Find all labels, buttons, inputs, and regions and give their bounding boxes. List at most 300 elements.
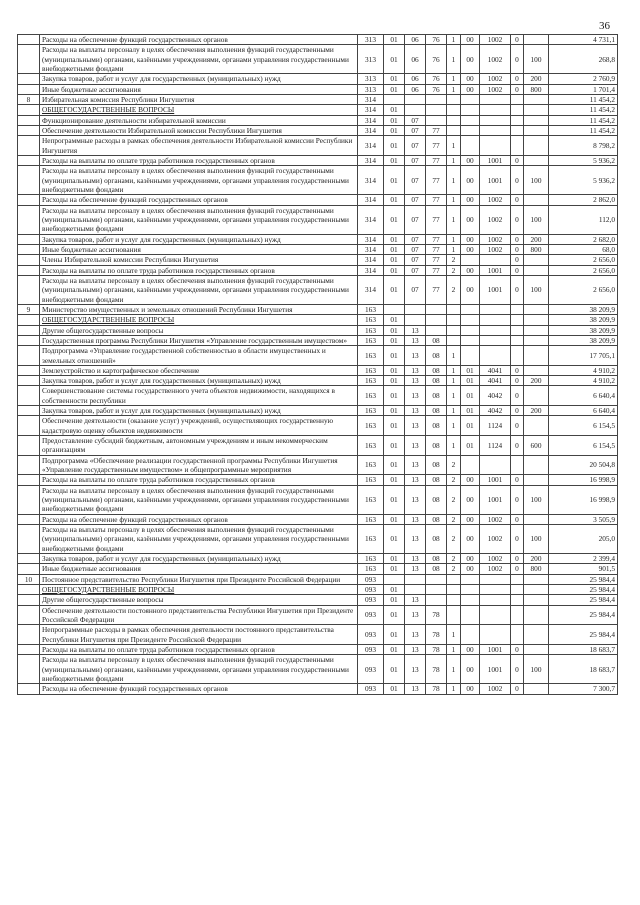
table-row [18, 265, 618, 275]
code-program: 77 [426, 136, 447, 156]
code-grbs: 163 [358, 436, 384, 456]
table-row [18, 105, 618, 115]
table-row [18, 346, 618, 366]
code-section: 01 [384, 84, 405, 94]
code-event [461, 625, 480, 645]
code-extra: 0 [511, 255, 524, 265]
code-subsection: 07 [405, 255, 426, 265]
code-section: 01 [384, 115, 405, 125]
table-row [18, 585, 618, 595]
code-section: 01 [384, 514, 405, 524]
code-expense-type [524, 605, 549, 625]
code-direction [480, 255, 511, 265]
code-program [426, 304, 447, 314]
code-event: 00 [461, 554, 480, 564]
row-amount: 6 640,4 [549, 406, 618, 416]
code-subprogram: 1 [447, 386, 461, 406]
code-subprogram: 1 [447, 625, 461, 645]
code-subprogram: 1 [447, 244, 461, 254]
code-event: 00 [461, 525, 480, 554]
code-grbs: 163 [358, 564, 384, 574]
code-subprogram: 1 [447, 45, 461, 74]
row-name: Совершенствование системы государственного учета объектов недвижимости, находящихся в собственности республики [40, 386, 358, 406]
code-event [461, 574, 480, 584]
code-subprogram: 1 [447, 684, 461, 694]
code-subsection: 07 [405, 195, 426, 205]
code-program [426, 315, 447, 325]
row-name: Непрограммные расходы в рамках обеспечения деятельности постоянного представительства Республики Ингушетия при Президенте Российской Федерации [40, 625, 358, 645]
row-amount: 25 984,4 [549, 625, 618, 645]
code-direction [480, 304, 511, 314]
code-extra: 0 [511, 155, 524, 165]
row-amount: 3 505,9 [549, 514, 618, 524]
code-subsection: 07 [405, 244, 426, 254]
code-extra: 0 [511, 365, 524, 375]
code-program: 78 [426, 684, 447, 694]
row-number [18, 475, 40, 485]
table-row [18, 436, 618, 456]
row-number: 10 [18, 574, 40, 584]
code-expense-type [524, 416, 549, 436]
row-amount: 20 504,8 [549, 455, 618, 475]
code-expense-type [524, 335, 549, 345]
code-event: 00 [461, 684, 480, 694]
row-name: Обеспечение деятельности Избирательной комиссии Республики Ингушетия [40, 125, 358, 135]
code-direction: 1124 [480, 416, 511, 436]
code-direction: 1001 [480, 655, 511, 684]
code-section: 01 [384, 564, 405, 574]
table-row [18, 136, 618, 156]
code-subsection: 13 [405, 406, 426, 416]
code-direction: 1002 [480, 244, 511, 254]
code-section: 01 [384, 585, 405, 595]
row-name: Непрограммные расходы в рамках обеспечения деятельности Избирательной комиссии Республики Ингушетия [40, 136, 358, 156]
code-subprogram: 1 [447, 416, 461, 436]
code-grbs: 093 [358, 645, 384, 655]
code-extra: 0 [511, 554, 524, 564]
code-extra: 0 [511, 195, 524, 205]
table-row [18, 475, 618, 485]
code-expense-type: 200 [524, 376, 549, 386]
code-section: 01 [384, 365, 405, 375]
code-section: 01 [384, 74, 405, 84]
table-row [18, 84, 618, 94]
code-program: 77 [426, 234, 447, 244]
code-program: 08 [426, 455, 447, 475]
code-expense-type [524, 136, 549, 156]
row-number [18, 514, 40, 524]
code-extra: 0 [511, 265, 524, 275]
code-section: 01 [384, 436, 405, 456]
row-number [18, 255, 40, 265]
row-amount: 25 984,4 [549, 585, 618, 595]
code-program: 08 [426, 335, 447, 345]
code-program: 08 [426, 436, 447, 456]
code-expense-type [524, 386, 549, 406]
code-event [461, 315, 480, 325]
row-name: Расходы на выплаты персоналу в целях обеспечения выполнения функций государственными (муниципальными) органами, казёнными учреждениями, органами управления государственными внебюджетными фондами [40, 485, 358, 514]
code-direction [480, 315, 511, 325]
code-grbs: 093 [358, 655, 384, 684]
code-direction [480, 595, 511, 605]
code-event [461, 346, 480, 366]
row-number: 8 [18, 94, 40, 104]
row-number [18, 115, 40, 125]
row-amount: 11 454,2 [549, 125, 618, 135]
row-amount: 17 705,1 [549, 346, 618, 366]
code-subprogram: 1 [447, 35, 461, 45]
row-number [18, 655, 40, 684]
code-expense-type: 800 [524, 564, 549, 574]
code-subsection [405, 574, 426, 584]
row-name: Другие общегосударственные вопросы [40, 595, 358, 605]
row-amount: 5 936,2 [549, 155, 618, 165]
row-amount: 2 656,0 [549, 265, 618, 275]
code-grbs: 314 [358, 205, 384, 234]
row-name: Расходы на обеспечение функций государственных органов [40, 684, 358, 694]
table-row [18, 155, 618, 165]
row-amount: 5 936,2 [549, 166, 618, 195]
code-direction: 4041 [480, 376, 511, 386]
table-row [18, 315, 618, 325]
code-program [426, 585, 447, 595]
row-number [18, 74, 40, 84]
code-subprogram: 2 [447, 255, 461, 265]
row-amount: 38 209,9 [549, 315, 618, 325]
code-subsection [405, 315, 426, 325]
code-program: 08 [426, 475, 447, 485]
code-extra: 0 [511, 74, 524, 84]
code-direction: 1002 [480, 525, 511, 554]
code-section: 01 [384, 605, 405, 625]
code-extra: 0 [511, 205, 524, 234]
code-expense-type: 100 [524, 275, 549, 304]
code-direction [480, 346, 511, 366]
row-number [18, 585, 40, 595]
row-name: Расходы на обеспечение функций государственных органов [40, 35, 358, 45]
row-amount: 38 209,9 [549, 304, 618, 314]
row-name: Расходы на обеспечение функций государственных органов [40, 195, 358, 205]
code-grbs: 314 [358, 166, 384, 195]
row-amount: 16 998,9 [549, 475, 618, 485]
row-name: Подпрограмма «Обеспечение реализации государственной программы Республики Ингушетия «Управление государственным имуществом» и общепрограммные мероприятия [40, 455, 358, 475]
code-program: 77 [426, 265, 447, 275]
row-amount: 2 862,0 [549, 195, 618, 205]
row-name: Закупка товаров, работ и услуг для государственных (муниципальных) нужд [40, 376, 358, 386]
code-subprogram [447, 595, 461, 605]
code-event: 01 [461, 365, 480, 375]
table-row [18, 645, 618, 655]
table-row [18, 684, 618, 694]
table-row [18, 625, 618, 645]
row-amount: 268,8 [549, 45, 618, 74]
code-section [384, 304, 405, 314]
code-grbs: 314 [358, 195, 384, 205]
row-name: Расходы на выплаты персоналу в целях обеспечения выполнения функций государственными (муниципальными) органами, казёнными учреждениями, органами управления государственными внебюджетными фондами [40, 45, 358, 74]
code-program [426, 574, 447, 584]
code-section: 01 [384, 255, 405, 265]
code-direction: 1001 [480, 275, 511, 304]
code-section: 01 [384, 346, 405, 366]
code-expense-type [524, 574, 549, 584]
code-section: 01 [384, 166, 405, 195]
code-direction: 1002 [480, 564, 511, 574]
code-extra: 0 [511, 45, 524, 74]
code-grbs: 314 [358, 105, 384, 115]
code-expense-type [524, 315, 549, 325]
code-expense-type [524, 35, 549, 45]
row-number [18, 155, 40, 165]
row-number [18, 136, 40, 156]
code-direction [480, 574, 511, 584]
code-extra [511, 315, 524, 325]
code-direction [480, 625, 511, 645]
row-name: Закупка товаров, работ и услуг для государственных (муниципальных) нужд [40, 406, 358, 416]
row-amount: 18 683,7 [549, 655, 618, 684]
row-amount: 112,0 [549, 205, 618, 234]
code-grbs: 163 [358, 514, 384, 524]
row-amount: 25 984,4 [549, 595, 618, 605]
code-expense-type: 100 [524, 45, 549, 74]
row-name: Расходы на выплаты по оплате труда работников государственных органов [40, 645, 358, 655]
row-number [18, 625, 40, 645]
code-subprogram: 1 [447, 436, 461, 456]
code-expense-type: 200 [524, 554, 549, 564]
code-section: 01 [384, 416, 405, 436]
code-event: 00 [461, 155, 480, 165]
code-direction: 1002 [480, 684, 511, 694]
row-amount: 4 910,2 [549, 365, 618, 375]
code-event [461, 94, 480, 104]
code-subsection: 13 [405, 455, 426, 475]
code-extra [511, 574, 524, 584]
row-amount: 2 656,0 [549, 275, 618, 304]
code-section: 01 [384, 325, 405, 335]
code-subsection [405, 94, 426, 104]
code-extra [511, 346, 524, 366]
row-name: Иные бюджетные ассигнования [40, 244, 358, 254]
code-program: 78 [426, 625, 447, 645]
code-section: 01 [384, 244, 405, 254]
code-grbs: 314 [358, 265, 384, 275]
row-amount: 1 701,4 [549, 84, 618, 94]
code-extra: 0 [511, 244, 524, 254]
code-subsection: 13 [405, 365, 426, 375]
table-row [18, 35, 618, 45]
code-grbs: 163 [358, 365, 384, 375]
code-event [461, 125, 480, 135]
code-extra: 0 [511, 234, 524, 244]
code-program: 76 [426, 84, 447, 94]
code-expense-type [524, 195, 549, 205]
code-subprogram: 2 [447, 265, 461, 275]
code-event: 01 [461, 386, 480, 406]
row-amount: 2 399,4 [549, 554, 618, 564]
code-event: 00 [461, 485, 480, 514]
table-row [18, 655, 618, 684]
code-subsection: 06 [405, 74, 426, 84]
row-number [18, 125, 40, 135]
code-subprogram [447, 125, 461, 135]
row-number [18, 35, 40, 45]
code-event [461, 255, 480, 265]
code-direction [480, 455, 511, 475]
code-section: 01 [384, 205, 405, 234]
code-grbs: 163 [358, 416, 384, 436]
code-subprogram: 1 [447, 74, 461, 84]
code-program [426, 115, 447, 125]
code-section: 01 [384, 45, 405, 74]
table-row [18, 244, 618, 254]
row-number [18, 205, 40, 234]
code-expense-type [524, 325, 549, 335]
table-row [18, 406, 618, 416]
code-subsection: 07 [405, 265, 426, 275]
code-section: 01 [384, 234, 405, 244]
code-subprogram: 1 [447, 234, 461, 244]
code-subsection: 06 [405, 35, 426, 45]
code-subsection: 07 [405, 234, 426, 244]
row-number [18, 485, 40, 514]
code-program: 77 [426, 275, 447, 304]
row-number: 9 [18, 304, 40, 314]
row-number [18, 195, 40, 205]
row-amount: 68,0 [549, 244, 618, 254]
code-subsection: 13 [405, 684, 426, 694]
code-subprogram [447, 325, 461, 335]
code-extra: 0 [511, 436, 524, 456]
row-name: Закупка товаров, работ и услуг для государственных (муниципальных) нужд [40, 74, 358, 84]
code-subprogram [447, 585, 461, 595]
code-subsection: 06 [405, 84, 426, 94]
code-event: 00 [461, 265, 480, 275]
code-section: 01 [384, 625, 405, 645]
code-program: 08 [426, 485, 447, 514]
table-row [18, 605, 618, 625]
code-program: 78 [426, 655, 447, 684]
code-direction: 1001 [480, 265, 511, 275]
code-extra [511, 125, 524, 135]
table-row [18, 255, 618, 265]
code-extra [511, 94, 524, 104]
row-number [18, 275, 40, 304]
code-grbs: 093 [358, 574, 384, 584]
code-grbs: 163 [358, 325, 384, 335]
code-subsection: 13 [405, 554, 426, 564]
row-number [18, 265, 40, 275]
row-name: Расходы на выплаты персоналу в целях обеспечения выполнения функций государственными (муниципальными) органами, казёнными учреждениями, органами управления государственными внебюджетными фондами [40, 655, 358, 684]
code-expense-type [524, 115, 549, 125]
code-section: 01 [384, 525, 405, 554]
row-number [18, 335, 40, 345]
code-subprogram: 1 [447, 406, 461, 416]
code-expense-type [524, 514, 549, 524]
code-expense-type: 800 [524, 84, 549, 94]
row-amount: 6 640,4 [549, 386, 618, 406]
code-event [461, 325, 480, 335]
code-section: 01 [384, 125, 405, 135]
code-direction: 1002 [480, 35, 511, 45]
code-direction: 4041 [480, 365, 511, 375]
code-expense-type: 800 [524, 244, 549, 254]
code-direction [480, 335, 511, 345]
table-row [18, 205, 618, 234]
code-program [426, 325, 447, 335]
code-program: 77 [426, 166, 447, 195]
code-extra: 0 [511, 645, 524, 655]
table-row [18, 195, 618, 205]
code-subprogram [447, 335, 461, 345]
row-amount: 7 300,7 [549, 684, 618, 694]
code-direction: 1002 [480, 195, 511, 205]
table-row [18, 125, 618, 135]
code-subsection: 13 [405, 436, 426, 456]
code-grbs: 163 [358, 406, 384, 416]
code-grbs: 314 [358, 94, 384, 104]
code-extra: 0 [511, 485, 524, 514]
code-event: 00 [461, 45, 480, 74]
code-section: 01 [384, 195, 405, 205]
row-name: Расходы на выплаты персоналу в целях обеспечения выполнения функций государственными (муниципальными) органами, казёнными учреждениями, органами управления государственными внебюджетными фондами [40, 166, 358, 195]
code-grbs: 093 [358, 585, 384, 595]
table-row [18, 94, 618, 104]
code-event: 00 [461, 564, 480, 574]
code-direction: 1002 [480, 205, 511, 234]
code-expense-type [524, 585, 549, 595]
code-section: 01 [384, 655, 405, 684]
code-grbs: 313 [358, 35, 384, 45]
code-program: 08 [426, 365, 447, 375]
code-subprogram: 2 [447, 455, 461, 475]
code-subsection: 13 [405, 625, 426, 645]
code-subsection: 13 [405, 335, 426, 345]
row-number [18, 376, 40, 386]
code-expense-type: 100 [524, 166, 549, 195]
table-row [18, 564, 618, 574]
code-section: 01 [384, 335, 405, 345]
code-program: 76 [426, 74, 447, 84]
row-number [18, 105, 40, 115]
code-direction [480, 605, 511, 625]
table-row [18, 554, 618, 564]
row-number [18, 406, 40, 416]
code-event: 00 [461, 275, 480, 304]
code-subsection: 13 [405, 655, 426, 684]
code-grbs: 163 [358, 346, 384, 366]
code-direction: 1001 [480, 485, 511, 514]
row-name: Избирательная комиссия Республики Ингушетия [40, 94, 358, 104]
code-program: 08 [426, 525, 447, 554]
code-subsection: 13 [405, 645, 426, 655]
code-grbs: 093 [358, 684, 384, 694]
code-grbs: 314 [358, 255, 384, 265]
code-grbs: 163 [358, 386, 384, 406]
code-direction: 1001 [480, 645, 511, 655]
code-subprogram [447, 94, 461, 104]
code-extra: 0 [511, 416, 524, 436]
code-expense-type [524, 365, 549, 375]
row-number [18, 234, 40, 244]
code-section [384, 574, 405, 584]
code-direction: 1002 [480, 234, 511, 244]
row-name: Подпрограмма «Управление государственной собственностью в области имущественных и земельных отношений» [40, 346, 358, 366]
code-subsection: 13 [405, 346, 426, 366]
code-subprogram [447, 315, 461, 325]
row-name: Другие общегосударственные вопросы [40, 325, 358, 335]
code-expense-type: 600 [524, 436, 549, 456]
code-subprogram: 1 [447, 376, 461, 386]
row-name: Иные бюджетные ассигнования [40, 564, 358, 574]
